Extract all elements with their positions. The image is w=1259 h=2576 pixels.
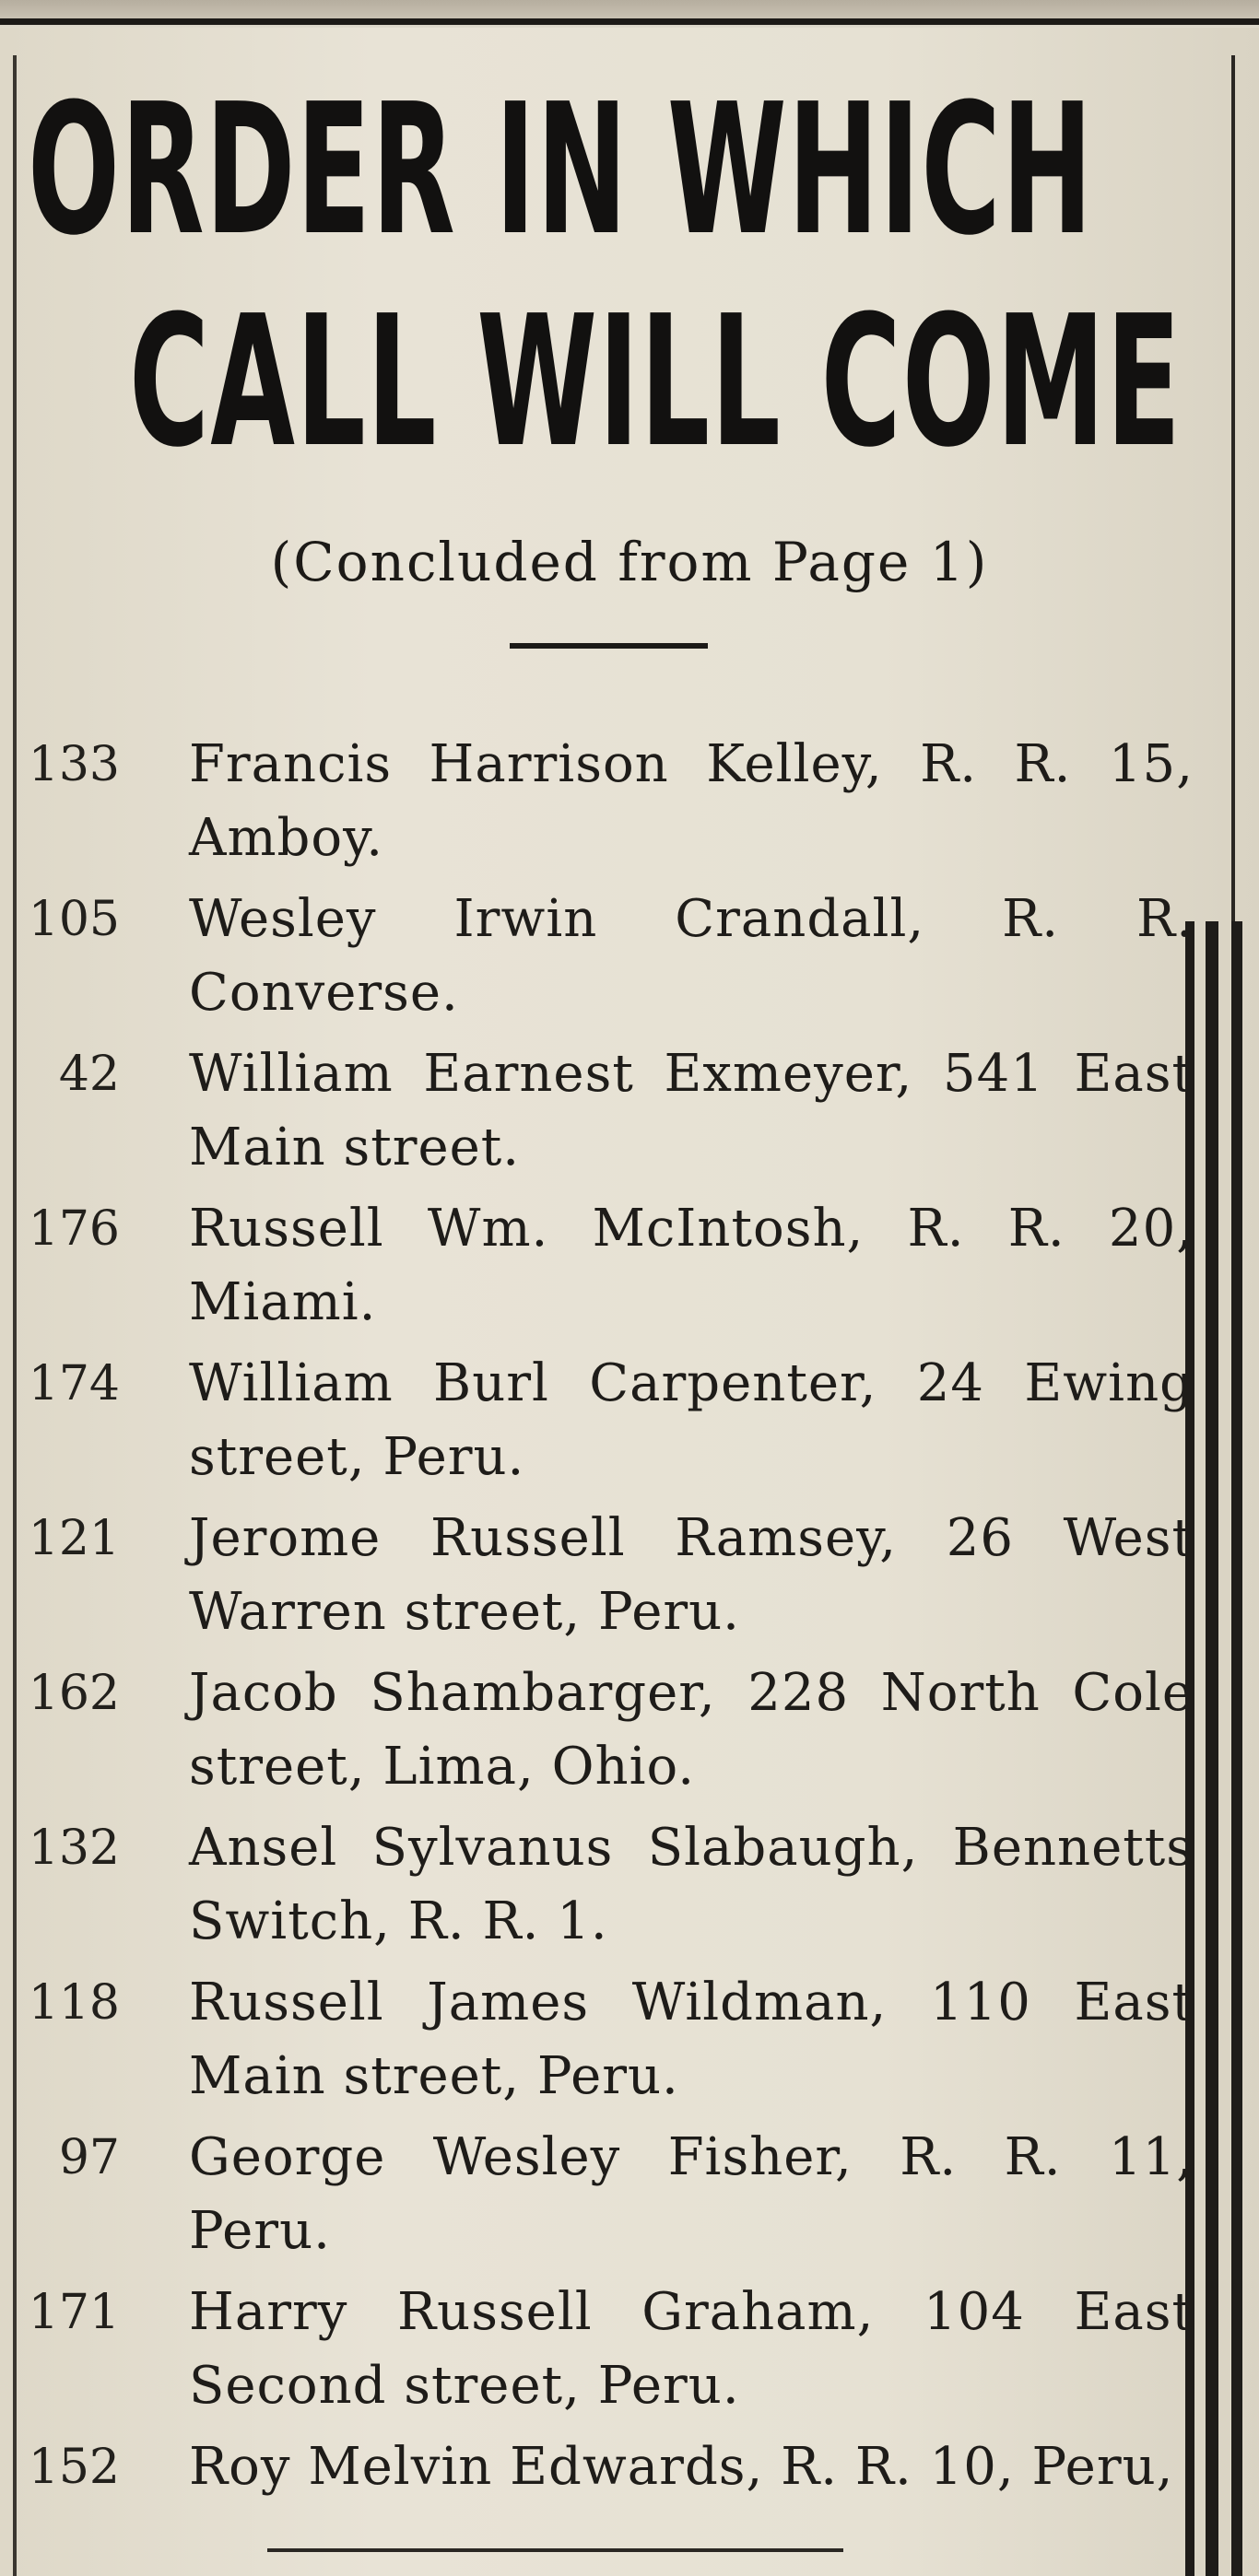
entry-text: William Earnest Exmeyer, 541 East Main street.	[189, 1044, 1194, 1177]
entry-text: Francis Harrison Kelley, R. R. 15, Amboy.	[189, 734, 1194, 868]
entry-number: 121	[28, 1511, 120, 1566]
entry-text: George Wesley Fisher, R. R. 11, Peru.	[189, 2127, 1194, 2261]
list-item	[0, 728, 1259, 883]
list-item	[0, 1657, 1259, 1811]
entry-text: William Burl Carpenter, 24 Ewing street, Peru.	[189, 1353, 1194, 1487]
list-item	[0, 1811, 1259, 1966]
entry-number: 42	[58, 1047, 120, 1102]
entry-text: Harry Russell Graham, 104 East Second street, Peru.	[189, 2282, 1194, 2416]
headline-divider	[510, 643, 708, 649]
list-item	[0, 1347, 1259, 1502]
entry-text: Jacob Shambarger, 228 North Cole street, Lima, Ohio.	[189, 1663, 1194, 1797]
entry-number: 171	[28, 2285, 120, 2340]
subtitle: (Concluded from Page 1)	[270, 531, 989, 593]
list-item	[0, 1502, 1259, 1657]
bottom-divider	[267, 2548, 843, 2552]
list-item	[0, 2121, 1259, 2276]
list-item	[0, 883, 1259, 1037]
entry-text: Russell James Wildman, 110 East Main street, Peru.	[189, 1973, 1194, 2106]
entry-text: Jerome Russell Ramsey, 26 West Warren street, Peru.	[189, 1508, 1194, 1642]
top-border-rule	[0, 0, 1259, 28]
entry-text: Russell Wm. McIntosh, R. R. 20, Miami.	[189, 1199, 1194, 1332]
list-item	[0, 1192, 1259, 1347]
list-item	[0, 1966, 1259, 2121]
entry-text: Wesley Irwin Crandall, R. R. Converse.	[189, 889, 1194, 1023]
entry-number: 162	[28, 1666, 120, 1721]
list-item	[0, 2276, 1259, 2430]
entry-number: 176	[28, 1201, 120, 1257]
entry-number: 133	[28, 737, 120, 792]
headline-line-1: ORDER IN WHICH	[28, 65, 1094, 275]
entry-number: 97	[58, 2130, 120, 2185]
list-item	[0, 2430, 1259, 2576]
entry-number: 174	[28, 1356, 120, 1411]
list-item	[0, 1037, 1259, 1192]
entry-text: Roy Melvin Edwards, R. R. 10, Peru,	[189, 2437, 1174, 2497]
headline-line-2: CALL WILL COME	[129, 277, 1183, 487]
entry-number: 152	[28, 2440, 120, 2495]
entry-list	[0, 728, 1259, 2576]
entry-number: 132	[28, 1821, 120, 1876]
entry-number: 105	[28, 892, 120, 947]
headline	[28, 64, 1217, 488]
entry-text: Ansel Sylvanus Slabaugh, Bennetts Switch, R. R. 1.	[189, 1818, 1194, 1951]
entry-number: 118	[28, 1975, 120, 2031]
